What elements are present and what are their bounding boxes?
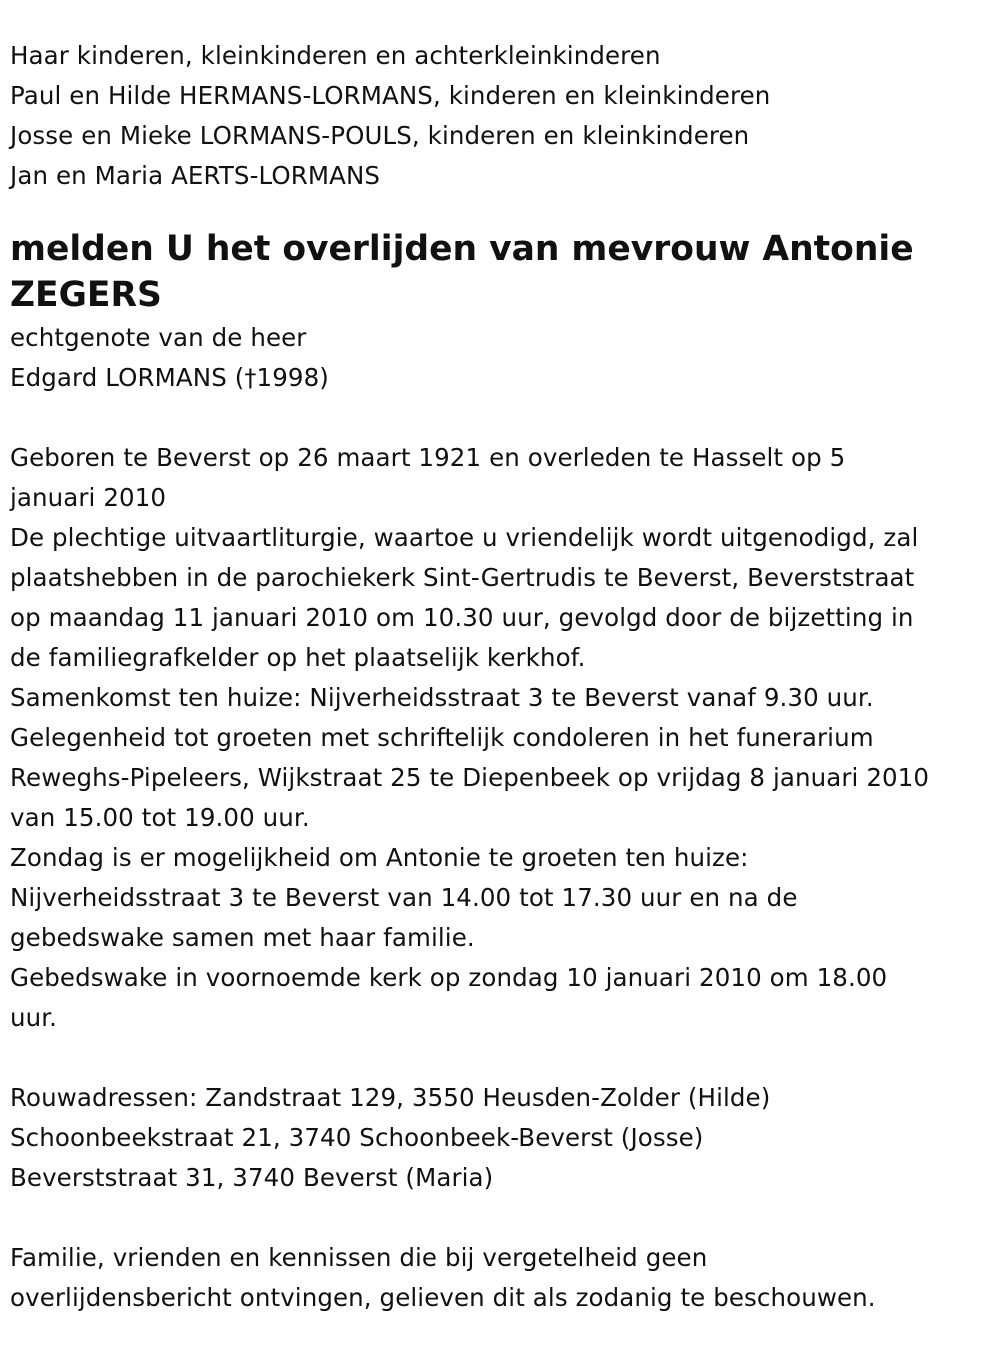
spacer bbox=[10, 398, 995, 438]
addresses-block bbox=[10, 1078, 995, 1198]
obituary-notice bbox=[10, 36, 995, 1318]
detail-line: van 15.00 tot 19.00 uur. bbox=[10, 803, 310, 832]
address-line: Schoonbeekstraat 21, 3740 Schoonbeek-Beverst (Josse) bbox=[10, 1123, 704, 1152]
address-line: Beverststraat 31, 3740 Beverst (Maria) bbox=[10, 1163, 494, 1192]
deceased-surname: ZEGERS bbox=[10, 275, 162, 315]
family-line: Haar kinderen, kleinkinderen en achterkleinkinderen bbox=[10, 41, 661, 70]
spouse-block bbox=[10, 318, 995, 398]
spouse-relation: echtgenote van de heer bbox=[10, 323, 307, 352]
detail-line: Gebedswake in voornoemde kerk op zondag 10 januari 2010 om 18.00 bbox=[10, 963, 888, 992]
family-block bbox=[10, 36, 995, 196]
detail-line: De plechtige uitvaartliturgie, waartoe u vriendelijk wordt uitgenodigd, zal bbox=[10, 523, 919, 552]
detail-line: gebedswake samen met haar familie. bbox=[10, 923, 475, 952]
closing-block bbox=[10, 1238, 995, 1318]
detail-line: uur. bbox=[10, 1003, 58, 1032]
detail-line: Zondag is er mogelijkheid om Antonie te groeten ten huize: bbox=[10, 843, 749, 872]
details-block bbox=[10, 438, 995, 1038]
spacer bbox=[10, 1198, 995, 1238]
cross-icon: † bbox=[244, 364, 257, 392]
detail-line: Samenkomst ten huize: Nijverheidsstraat 3 te Beverst vanaf 9.30 uur. bbox=[10, 683, 874, 712]
detail-line: op maandag 11 januari 2010 om 10.30 uur, gevolgd door de bijzetting in bbox=[10, 603, 914, 632]
closing-line: overlijdensbericht ontvingen, gelieven dit als zodanig te beschouwen. bbox=[10, 1283, 876, 1312]
family-line: Jan en Maria AERTS-LORMANS bbox=[10, 161, 381, 190]
heading-line: melden U het overlijden van mevrouw Antonie bbox=[10, 229, 914, 269]
family-line: Josse en Mieke LORMANS-POULS, kinderen en kleinkinderen bbox=[10, 121, 750, 150]
announcement-heading bbox=[10, 226, 995, 318]
detail-line: de familiegrafkelder op het plaatselijk kerkhof. bbox=[10, 643, 586, 672]
detail-line: Gelegenheid tot groeten met schriftelijk condoleren in het funerarium bbox=[10, 723, 874, 752]
spouse-name: Edgard LORMANS ( bbox=[10, 363, 245, 392]
spouse-death-year: 1998) bbox=[256, 363, 329, 392]
spacer bbox=[10, 1038, 995, 1078]
detail-line: Geboren te Beverst op 26 maart 1921 en overleden te Hasselt op 5 bbox=[10, 443, 846, 472]
detail-line: Nijverheidsstraat 3 te Beverst van 14.00 tot 17.30 uur en na de bbox=[10, 883, 798, 912]
spouse-name-line bbox=[10, 358, 995, 398]
detail-line: januari 2010 bbox=[10, 483, 167, 512]
address-line: Rouwadressen: Zandstraat 129, 3550 Heusden-Zolder (Hilde) bbox=[10, 1083, 771, 1112]
spacer bbox=[10, 196, 995, 226]
detail-line: plaatshebben in de parochiekerk Sint-Gertrudis te Beverst, Beverststraat bbox=[10, 563, 915, 592]
family-line: Paul en Hilde HERMANS-LORMANS, kinderen en kleinkinderen bbox=[10, 81, 771, 110]
closing-line: Familie, vrienden en kennissen die bij vergetelheid geen bbox=[10, 1243, 708, 1272]
detail-line: Reweghs-Pipeleers, Wijkstraat 25 te Diepenbeek op vrijdag 8 januari 2010 bbox=[10, 763, 930, 792]
